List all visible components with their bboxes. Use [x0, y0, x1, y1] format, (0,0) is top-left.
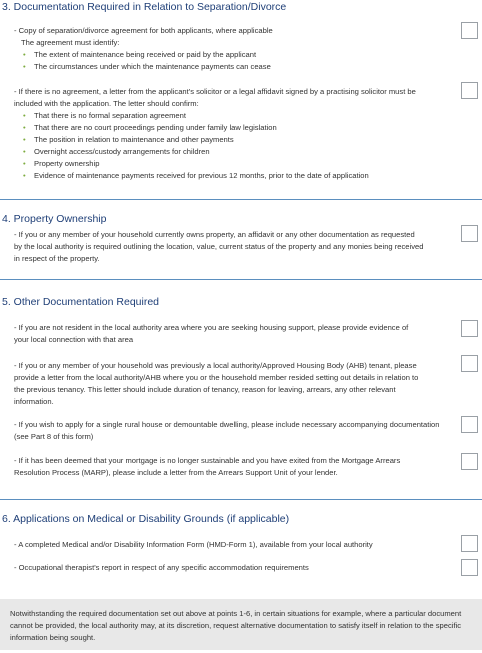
section-5-item-4-checkbox[interactable] [461, 453, 478, 470]
bullet-item: • Overnight access/custody arrangements for children [21, 146, 369, 158]
bullet-item: • The position in relation to maintenance and other payments [21, 134, 369, 146]
bullet-item: • The circumstances under which the maintenance payments can cease [21, 61, 271, 73]
discretion-note-panel [0, 599, 482, 650]
section-6-heading: 6. Applications on Medical or Disability Grounds (if applicable) [2, 513, 290, 525]
section-divider [0, 499, 482, 500]
section-divider [0, 199, 482, 200]
bullet-item: • Property ownership [21, 158, 369, 170]
bullet-item: • That there is no formal separation agreement [21, 110, 369, 122]
section-6-item-2-text: - Occupational therapist's report in respect of any specific accommodation requirements [14, 563, 309, 572]
section-6-item-2-checkbox[interactable] [461, 559, 478, 576]
section-4-heading: 4. Property Ownership [2, 213, 107, 225]
section-5-item-2-text: - If you or any member of your household was previously a local authority/Approved Housing Body (AHB) tenant, please provide a letter from the local authority/AHB where you or the household member resided setting out details in relation to the previous tenancy. This letter should include duration of tenancy, reason for leaving, arrears, any other relevant information. [14, 361, 419, 406]
discretion-note-text: Notwithstanding the required documentation set out above at points 1-6, in certain situations for example, where a particular document cannot be provided, the local authority may, at its discretion, request alternative documentation to satisfy itself in relation to the specific information being sought. [10, 609, 462, 642]
section-4-item-1-checkbox[interactable] [461, 225, 478, 242]
section-6-item-1-text: - A completed Medical and/or Disability Information Form (HMD-Form 1), available from your local authority [14, 540, 373, 549]
section-5-item-2-checkbox[interactable] [461, 355, 478, 372]
section-3-item-2-text: - If there is no agreement, a letter from the applicant's solicitor or a legal affidavit signed by a practising solicitor must be included with the application. The letter should confirm: [14, 87, 416, 108]
bullet-item: • Evidence of maintenance payments received for previous 12 months, prior to the date of application [21, 170, 369, 182]
section-3-item-1-bullets [21, 49, 271, 73]
section-3-item-2-checkbox[interactable] [461, 82, 478, 99]
section-5-item-3-text: - If you wish to apply for a single rural house or demountable dwelling, please include necessary accompanying documentation (see Part 8 of this form) [14, 420, 440, 441]
section-4-item-1-text: - If you or any member of your household currently owns property, an affidavit or any other documentation as requested by the local authority is required outlining the location, value, current status of the property and any monies being received in respect of the property. [14, 230, 424, 263]
section-3-item-1-text: - Copy of separation/divorce agreement for both applicants, where applicable [14, 26, 273, 35]
section-divider [0, 279, 482, 280]
section-5-heading: 5. Other Documentation Required [2, 296, 160, 308]
bullet-item: • The extent of maintenance being received or paid by the applicant [21, 49, 271, 61]
section-3-item-2-bullets [21, 110, 369, 182]
section-5-item-3-checkbox[interactable] [461, 416, 478, 433]
section-3-item-1-checkbox[interactable] [461, 22, 478, 39]
section-5-item-4-text: - If it has been deemed that your mortgage is no longer sustainable and you have exited from the Mortgage Arrears Resolution Process (MARP), please include a letter from the Arrears Support Unit of your lender. [14, 456, 401, 477]
section-6-item-1-checkbox[interactable] [461, 535, 478, 552]
bullet-item: • That there are no court proceedings pending under family law legislation [21, 122, 369, 134]
section-5-item-1-text: - If you are not resident in the local authority area where you are seeking housing support, please provide evidence of your local connection with that area [14, 323, 409, 344]
section-3-heading: 3. Documentation Required in Relation to Separation/Divorce [2, 1, 287, 13]
section-3-item-1-subtext: The agreement must identify: [21, 38, 120, 47]
section-5-item-1-checkbox[interactable] [461, 320, 478, 337]
